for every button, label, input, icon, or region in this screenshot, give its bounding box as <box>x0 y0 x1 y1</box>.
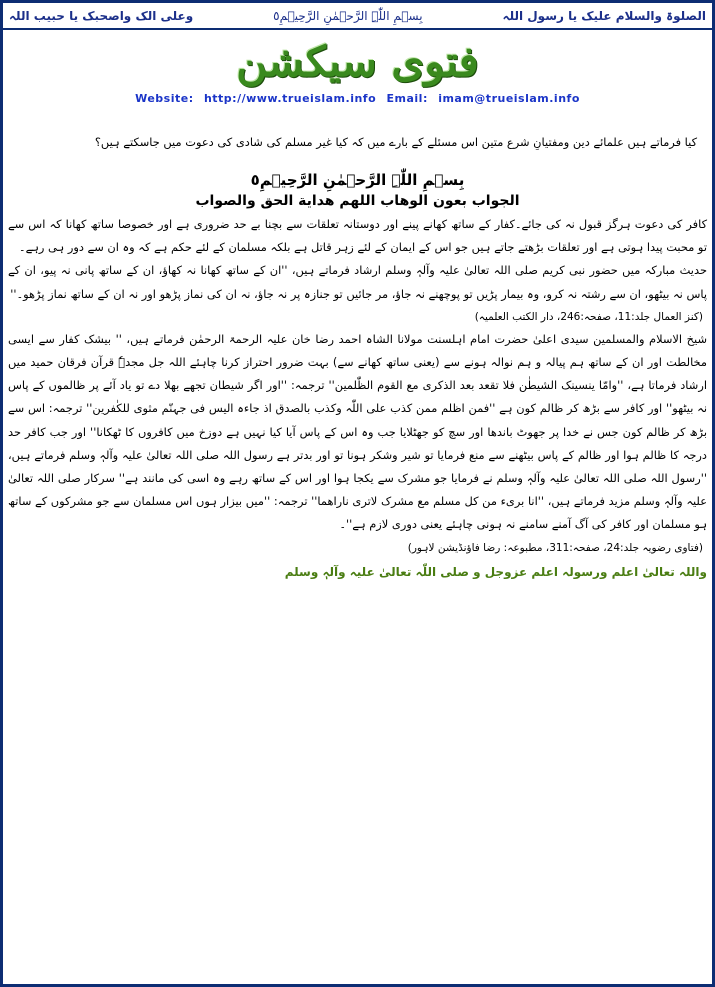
reference-1: (کنز العمال جلد:11، صفحہ:246، دار الکتب العلمیہ) <box>474 310 703 323</box>
question-text: کیا فرماتے ہیں علمائے دین ومفتیانِ شرع متین اس مسئلے کے بارے میں کہ کیا غیر مسلم کی شادی کی دعوت میں جاسکتے ہیں؟ <box>94 135 697 149</box>
answer-bismillah: بِسۡمِ اللّٰہِ الرَّحۡمٰنِ الرَّحِیۡمِ٥ <box>250 171 465 189</box>
email-label: Email: <box>386 92 428 105</box>
answer-paragraph-2: حدیث مبارکہ میں حضور نبی کریم صلی اللہ تعالیٰ علیہ وآلہٖ وسلم ارشاد فرماتے ہیں، ''ان کے ساتھ کھانا نہ کھاؤ، ان کے ساتھ پانی نہ پیو، ان کے پاس نہ بیٹھو، ان سے رشتہ نہ کرو، وہ بیمار پڑیں تو پوچھنے نہ جاؤ، مر جائیں تو جنازہ پر نہ جاؤ، نہ ان کی نماز پڑھو اور نہ ان کے ساتھ نماز پڑھو۔'' <box>8 263 707 301</box>
answer-paragraph-1: کافر کی دعوت ہرگز قبول نہ کی جائے۔کفار کے ساتھ کھانے پینے اور دوستانہ تعلقات سے بچنا بے حد ضروری ہے اور خصوصا ساتھ کھانا کہ اس سے تو محبت پیدا ہوتی ہے اور تعلقات بڑھتے جاتے ہیں جو اس کے ایمان کے لئے زہر قاتل ہے بلکہ مسلمان کے لئے حکم ہے کہ وہ ان سے دور ہی رہے۔ <box>8 217 707 255</box>
reference-2: (فتاوی رضویہ جلد:24، صفحہ:311، مطبوعہ: رضا فاؤنڈیشن لاہور) <box>407 541 703 554</box>
header-blessing: وعلی الک واصحبک یا حبیب اللہ <box>9 8 194 23</box>
header-bismillah: بِسۡمِ اللّٰہِ الرَّحۡمٰنِ الرَّحِیۡمِ٥ <box>273 8 423 23</box>
fatwa-content <box>8 128 707 583</box>
answer-heading: الجواب بعون الوهاب اللهم هداية الحق والصواب <box>195 193 520 209</box>
closing-line: واللہ تعالیٰ اعلم ورسولہ اعلم عزوجل و صلی اللّٰہ تعالیٰ علیہ وآلہٖ وسلم <box>284 564 707 579</box>
header-bar <box>3 3 712 30</box>
contact-line <box>0 92 715 110</box>
website-link[interactable]: http://www.trueislam.info <box>203 92 377 105</box>
page-title: فتوی سیکشن <box>236 37 479 86</box>
header-salutation: الصلوۃ والسلام علیک یا رسول اللہ <box>502 8 706 23</box>
answer-paragraph-3: شیخ الاسلام والمسلمین سیدی اعلیٰ حضرت امام اہلسنت مولانا الشاہ احمد رضا خان علیہ الرحمۃ الرحمٰن فرماتے ہیں، '' بیشک کفار سے ایسی مخالطت اور ان کے ساتھ ہم پیالہ و ہم نوالہ ہونے سے (یعنی ساتھ کھانے سے) بہت ضرور احتراز کرنا چاہئے اللہ جل مجدہٗ قرآن فرقان حمید میں ارشاد فرماتا ہے، ''وامّا ینسینک الشیطٰن فلا تقعد بعد الذکری مع القوم الظّٰلمین'' ترجمہ: ''اور اگر شیطان تجھے بھلا دے تو یاد آئے پر ظالموں کے پاس نہ بیٹھو'' اور کافر سے بڑھ کر ظالم کون ہے ''فمن اظلم ممن کذب علی اللّٰہ وکذب بالصدق اذ جاءہ الیس فی جہنّم مثوی للکٰفرین'' ترجمہ: اس سے بڑھ کر ظالم کون جس نے خدا پر جھوٹ باندھا اور سچ کو جھٹلایا جب وہ اس کے پاس آیا کیا نہیں ہے دوزخ میں کافروں کا ٹھکانا'' اور جب کافر حد درجہ کا ظالم ہوا اور ظالم کے پاس بیٹھنے سے منع فرمایا تو شیر وشکر ہونا تو اور بدتر ہے رسول اللہ صلی اللہ تعالیٰ علیہ وآلہٖ وسلم فرماتے ہیں، ''رسول اللہ صلی اللہ تعالیٰ علیہ وآلہٖ وسلم نے فرمایا جو مشرک سے یکجا ہوا اور اس کے ساتھ رہے وہ اسی کی مانند ہے'' سرکار صلی اللہ تعالیٰ علیہ وآلہٖ وسلم مزید فرماتے ہیں، ''انا بریء من کل مسلم مع مشرک لاتری ناراھما'' ترجمہ: ''میں بیزار ہوں اس مسلمان سے جو مشرکوں کے ساتھ ہو مسلمان اور کافر کی آگ آمنے سامنے نہ ہونی چاہئے یعنی دوری لازم ہے''۔ <box>8 331 707 532</box>
website-label: Website: <box>135 92 194 105</box>
email-link[interactable]: imam@trueislam.info <box>438 92 580 105</box>
